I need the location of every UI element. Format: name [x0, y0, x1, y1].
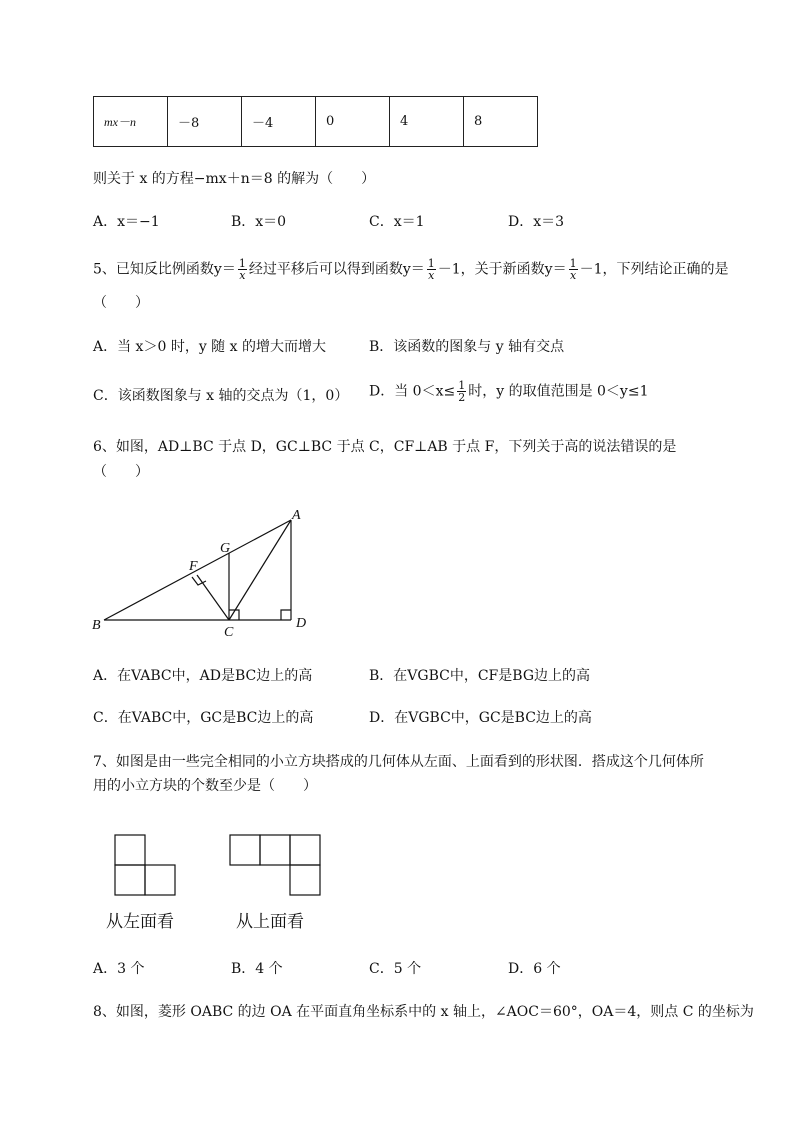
- q4-stem: 则关于 x 的方程−mx＋n＝8 的解为（ ）: [93, 171, 376, 187]
- left-view-label: 从左面看: [106, 912, 174, 932]
- fraction-denominator: x: [569, 269, 577, 282]
- top-view-figure: [227, 832, 323, 898]
- fraction-numerator: 1: [427, 257, 435, 270]
- table-cell: 8: [464, 97, 538, 147]
- table-cell: mx－n: [94, 97, 168, 147]
- top-view-label: 从上面看: [236, 912, 304, 932]
- table-cell: 0: [316, 97, 390, 147]
- q5-option-a: A．当 x＞0 时，y 随 x 的增大而增大: [93, 339, 326, 355]
- q5-stem-part: 5、已知反比例函数y＝: [93, 261, 236, 278]
- q6-stem-line2: （ ）: [93, 464, 149, 480]
- q6-option-c: C．在VABC中，GC是BC边上的高: [93, 710, 314, 726]
- q5-stem: [93, 258, 729, 281]
- table-cell: －4: [242, 97, 316, 147]
- q5-option-c: C．该函数图象与 x 轴的交点为（1，0）: [93, 388, 349, 404]
- q7-option-d: D．6 个: [508, 961, 561, 977]
- top-view-square: [230, 835, 260, 865]
- left-view-figure: [112, 832, 182, 898]
- q4-option-c: C．x＝1: [369, 214, 425, 230]
- fraction-denominator: x: [239, 269, 246, 282]
- q7-option-a: A．3 个: [93, 961, 145, 977]
- table-cell: －8: [168, 97, 242, 147]
- q6-option-d: D．在VGBC中，GC是BC边上的高: [369, 710, 592, 726]
- q4-option-d: D．x＝3: [508, 214, 565, 230]
- triangle-figure: [88, 505, 318, 640]
- fraction-1-over-x: [427, 258, 436, 281]
- left-view-square: [115, 865, 145, 895]
- q6-stem: 6、如图，AD⊥BC 于点 D，GC⊥BC 于点 C，CF⊥AB 于点 F，下列关于高的说法错误的是: [93, 439, 677, 455]
- fraction-denominator: 2: [458, 391, 466, 404]
- q7-stem-line2: 用的小立方块的个数至少是（ ）: [93, 778, 317, 794]
- q5-stem-part: －1，关于新函数y＝: [437, 261, 567, 278]
- top-view-square: [260, 835, 290, 865]
- q4-option-b: B．x＝0: [231, 214, 287, 230]
- q4-option-a: A．x＝−1: [93, 214, 160, 230]
- left-view-square: [145, 865, 175, 895]
- fraction-denominator: x: [428, 269, 435, 282]
- fraction-1-over-2: [457, 380, 466, 403]
- table-row: [94, 97, 538, 147]
- q5-option-d-part: 时，y 的取值范围是 0＜y≤1: [468, 383, 649, 400]
- q5-stem-part: 经过平移后可以得到函数y＝: [248, 261, 425, 278]
- q6-option-b: B．在VGBC中，CF是BG边上的高: [369, 668, 590, 684]
- top-view-square: [290, 835, 320, 865]
- q8-stem: 8、如图，菱形 OABC 的边 OA 在平面直角坐标系中的 x 轴上，∠AOC＝60°，OA＝4，则点 C 的坐标为: [93, 1004, 754, 1020]
- segment-ca: [229, 520, 291, 620]
- label-f: F: [189, 559, 198, 574]
- q7-option-b: B．4 个: [231, 961, 283, 977]
- value-table: [93, 96, 538, 147]
- q5-stem-part: －1，下列结论正确的是: [579, 261, 729, 278]
- q5-option-d: [369, 380, 648, 403]
- fraction-1-over-x: [238, 258, 247, 281]
- top-view-square: [290, 865, 320, 895]
- label-b: B: [92, 618, 101, 633]
- label-a: A: [292, 508, 301, 523]
- label-c: C: [224, 625, 234, 640]
- right-angle-d: [281, 610, 291, 620]
- q5-stem-line2: （ ）: [93, 295, 149, 311]
- table-cell: 4: [390, 97, 464, 147]
- segment-fc: [197, 575, 229, 620]
- fraction-1-over-x: [569, 258, 578, 281]
- fraction-numerator: 1: [238, 257, 246, 270]
- q7-option-c: C．5 个: [369, 961, 422, 977]
- label-d: D: [296, 616, 307, 631]
- q5-option-b: B．该函数的图象与 y 轴有交点: [369, 339, 565, 355]
- fraction-numerator: 1: [569, 257, 577, 270]
- fraction-numerator: 1: [458, 379, 466, 392]
- q6-option-a: A．在VABC中，AD是BC边上的高: [93, 668, 313, 684]
- q5-option-d-part: D．当 0＜x≤: [369, 383, 456, 400]
- left-view-square: [115, 835, 145, 865]
- label-g: G: [220, 541, 231, 556]
- q7-stem-line1: 7、如图是由一些完全相同的小立方块搭成的几何体从左面、上面看到的形状图．搭成这个几何体所: [93, 754, 704, 770]
